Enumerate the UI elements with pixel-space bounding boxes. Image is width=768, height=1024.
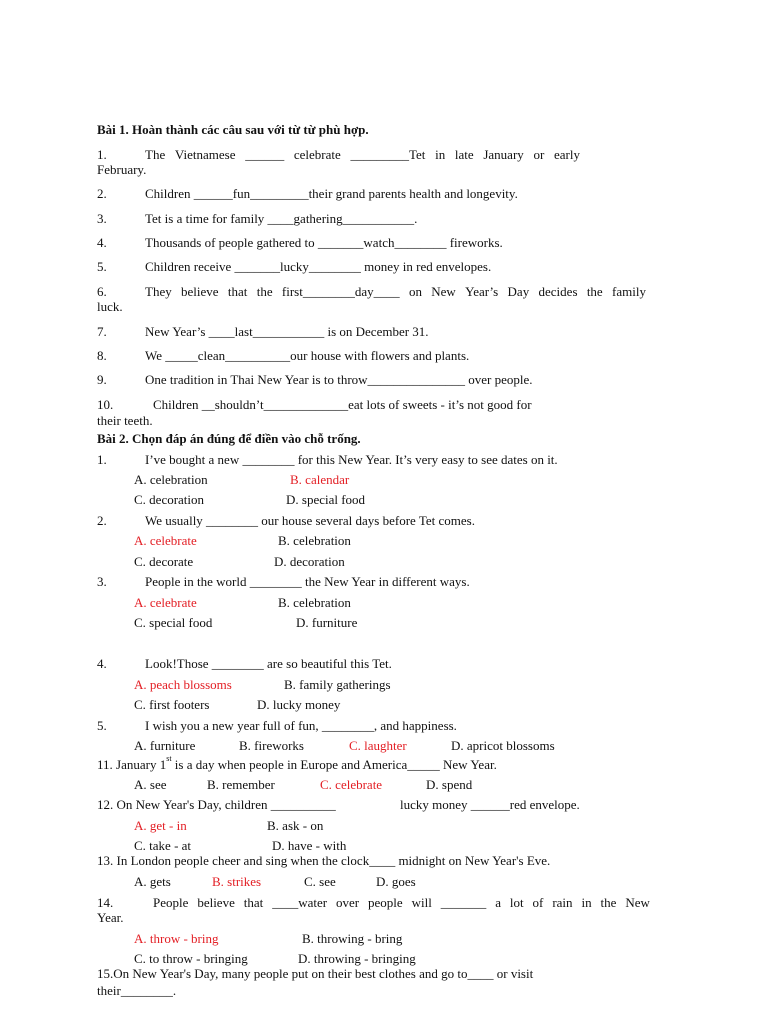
option-c-correct: C. celebrate — [320, 777, 383, 792]
exercise-2-title: Bài 2. Chọn đáp án đúng để điền vào chỗ trống. — [97, 431, 361, 446]
option-a-correct: A. throw - bring — [134, 931, 219, 946]
option-c-correct: C. laughter — [349, 738, 407, 753]
question-text: 15.On New Year's Day, many people put on their best clothes and go to____ or visit — [97, 966, 534, 981]
word: a — [495, 895, 501, 910]
option-b: B. throwing - bring — [302, 931, 403, 946]
word: early — [554, 147, 580, 162]
word: that — [243, 895, 264, 910]
option-b: B. fireworks — [239, 738, 304, 753]
option-c: C. decoration — [134, 492, 205, 507]
word: decides — [538, 284, 578, 299]
question-text-continued: their________. — [97, 983, 177, 998]
option-c: C. take - at — [134, 838, 192, 853]
word: the — [600, 895, 617, 910]
item-text-continued: their teeth. — [97, 413, 153, 428]
option-c: C. special food — [134, 615, 213, 630]
word: rain — [552, 895, 573, 910]
item-number: 8. — [97, 348, 107, 363]
word: or — [533, 147, 545, 162]
item-number: 3. — [97, 211, 107, 226]
question-text — [97, 753, 497, 773]
question-text: I’ve bought a new ________ for this New Year. It’s very easy to see dates on it. — [145, 452, 558, 467]
option-b: B. celebration — [278, 533, 351, 548]
question-number: 5. — [97, 718, 107, 733]
item-text: Thousands of people gathered to _______watch________ fireworks. — [145, 235, 503, 250]
word: in — [435, 147, 446, 162]
item-number: 9. — [97, 372, 107, 387]
question-text: 12. On New Year's Day, children __________ — [97, 797, 336, 812]
item-number: 5. — [97, 259, 107, 274]
option-d: D. decoration — [274, 554, 345, 569]
item-number: 7. — [97, 324, 107, 339]
word: the — [586, 284, 603, 299]
word: January — [483, 147, 524, 162]
option-c: C. to throw - bringing — [134, 951, 248, 966]
word: will — [411, 895, 432, 910]
option-d: D. goes — [376, 874, 416, 889]
word: believe — [197, 895, 235, 910]
question-text-start: 11. January 1 — [97, 757, 167, 772]
question-number: 14. — [97, 895, 114, 910]
word: _______ — [440, 895, 487, 910]
option-b: B. ask - on — [267, 818, 324, 833]
question-text: 13. In London people cheer and sing when the clock____ midnight on New Year's Eve. — [97, 853, 551, 868]
question-text-continued: Year. — [97, 910, 124, 925]
exercise-1-title: Bài 1. Hoàn thành các câu sau với từ từ phù hợp. — [97, 122, 369, 137]
option-c: C. see — [304, 874, 336, 889]
item-number: 1. — [97, 147, 107, 162]
item-number: 10. — [97, 397, 114, 412]
item-text: Children ______fun_________their grand parents health and longevity. — [145, 186, 518, 201]
word: over — [336, 895, 360, 910]
item-text — [145, 147, 580, 163]
word: the — [256, 284, 273, 299]
word: People — [153, 895, 189, 910]
word: that — [227, 284, 248, 299]
word: _________Tet — [350, 147, 426, 162]
word: on — [408, 284, 422, 299]
option-a-correct: A. get - in — [134, 818, 187, 833]
question-text — [153, 895, 650, 911]
word: family — [612, 284, 646, 299]
option-b-correct: B. strikes — [212, 874, 262, 889]
question-text: I wish you a new year full of fun, ________, and happiness. — [145, 718, 457, 733]
item-number: 6. — [97, 284, 107, 299]
option-d: D. lucky money — [257, 697, 341, 712]
option-d: D. furniture — [296, 615, 358, 630]
item-text: New Year’s ____last___________ is on December 31. — [145, 324, 429, 339]
item-text: Children __shouldn’t_____________eat lots of sweets - it’s not good for — [153, 397, 532, 412]
option-a: A. furniture — [134, 738, 196, 753]
word: lot — [509, 895, 524, 910]
option-b: B. remember — [207, 777, 275, 792]
word: The — [145, 147, 166, 162]
question-text: People in the world ________ the New Year in different ways. — [145, 574, 470, 589]
item-text-continued: luck. — [97, 299, 123, 314]
option-a: A. celebration — [134, 472, 208, 487]
ordinal-suffix: st — [166, 753, 172, 763]
word: Vietnamese — [174, 147, 236, 162]
word: late — [454, 147, 474, 162]
word: in — [581, 895, 592, 910]
option-d: D. spend — [426, 777, 473, 792]
option-b-correct: B. calendar — [290, 472, 350, 487]
question-text-end: lucky money ______red envelope. — [400, 797, 580, 812]
item-text — [145, 284, 646, 300]
option-b: B. celebration — [278, 595, 351, 610]
word: New — [625, 895, 650, 910]
option-d: D. special food — [286, 492, 366, 507]
question-text-end: is a day when people in Europe and America_____ New Year. — [171, 757, 497, 772]
item-text-continued: February. — [97, 162, 147, 177]
word: Year’s — [465, 284, 499, 299]
question-number: 4. — [97, 656, 107, 671]
word: ____water — [272, 895, 328, 910]
option-a-correct: A. celebrate — [134, 595, 197, 610]
option-d: D. have - with — [272, 838, 347, 853]
word: ______ — [245, 147, 285, 162]
item-text: We _____clean__________our house with flowers and plants. — [145, 348, 470, 363]
word: of — [532, 895, 544, 910]
option-a: A. see — [134, 777, 167, 792]
option-c: C. first footers — [134, 697, 210, 712]
option-d: D. throwing - bringing — [298, 951, 416, 966]
option-a-correct: A. peach blossoms — [134, 677, 232, 692]
option-d: D. apricot blossoms — [451, 738, 555, 753]
word: New — [431, 284, 456, 299]
question-text: Look!Those ________ are so beautiful this Tet. — [145, 656, 392, 671]
option-c: C. decorate — [134, 554, 194, 569]
word: celebrate — [293, 147, 341, 162]
option-a: A. gets — [134, 874, 171, 889]
question-number: 3. — [97, 574, 107, 589]
item-number: 4. — [97, 235, 107, 250]
item-text: Children receive _______lucky________ money in red envelopes. — [145, 259, 492, 274]
word: They — [145, 284, 172, 299]
item-text: Tet is a time for family ____gathering___________. — [145, 211, 418, 226]
item-number: 2. — [97, 186, 107, 201]
word: Day — [507, 284, 530, 299]
question-text: We usually ________ our house several days before Tet comes. — [145, 513, 475, 528]
question-number: 1. — [97, 452, 107, 467]
word: people — [368, 895, 403, 910]
question-number: 2. — [97, 513, 107, 528]
word: believe — [181, 284, 219, 299]
item-text: One tradition in Thai New Year is to throw_______________ over people. — [145, 372, 533, 387]
word: first________day____ — [281, 284, 400, 299]
option-b: B. family gatherings — [284, 677, 391, 692]
option-a-correct: A. celebrate — [134, 533, 197, 548]
